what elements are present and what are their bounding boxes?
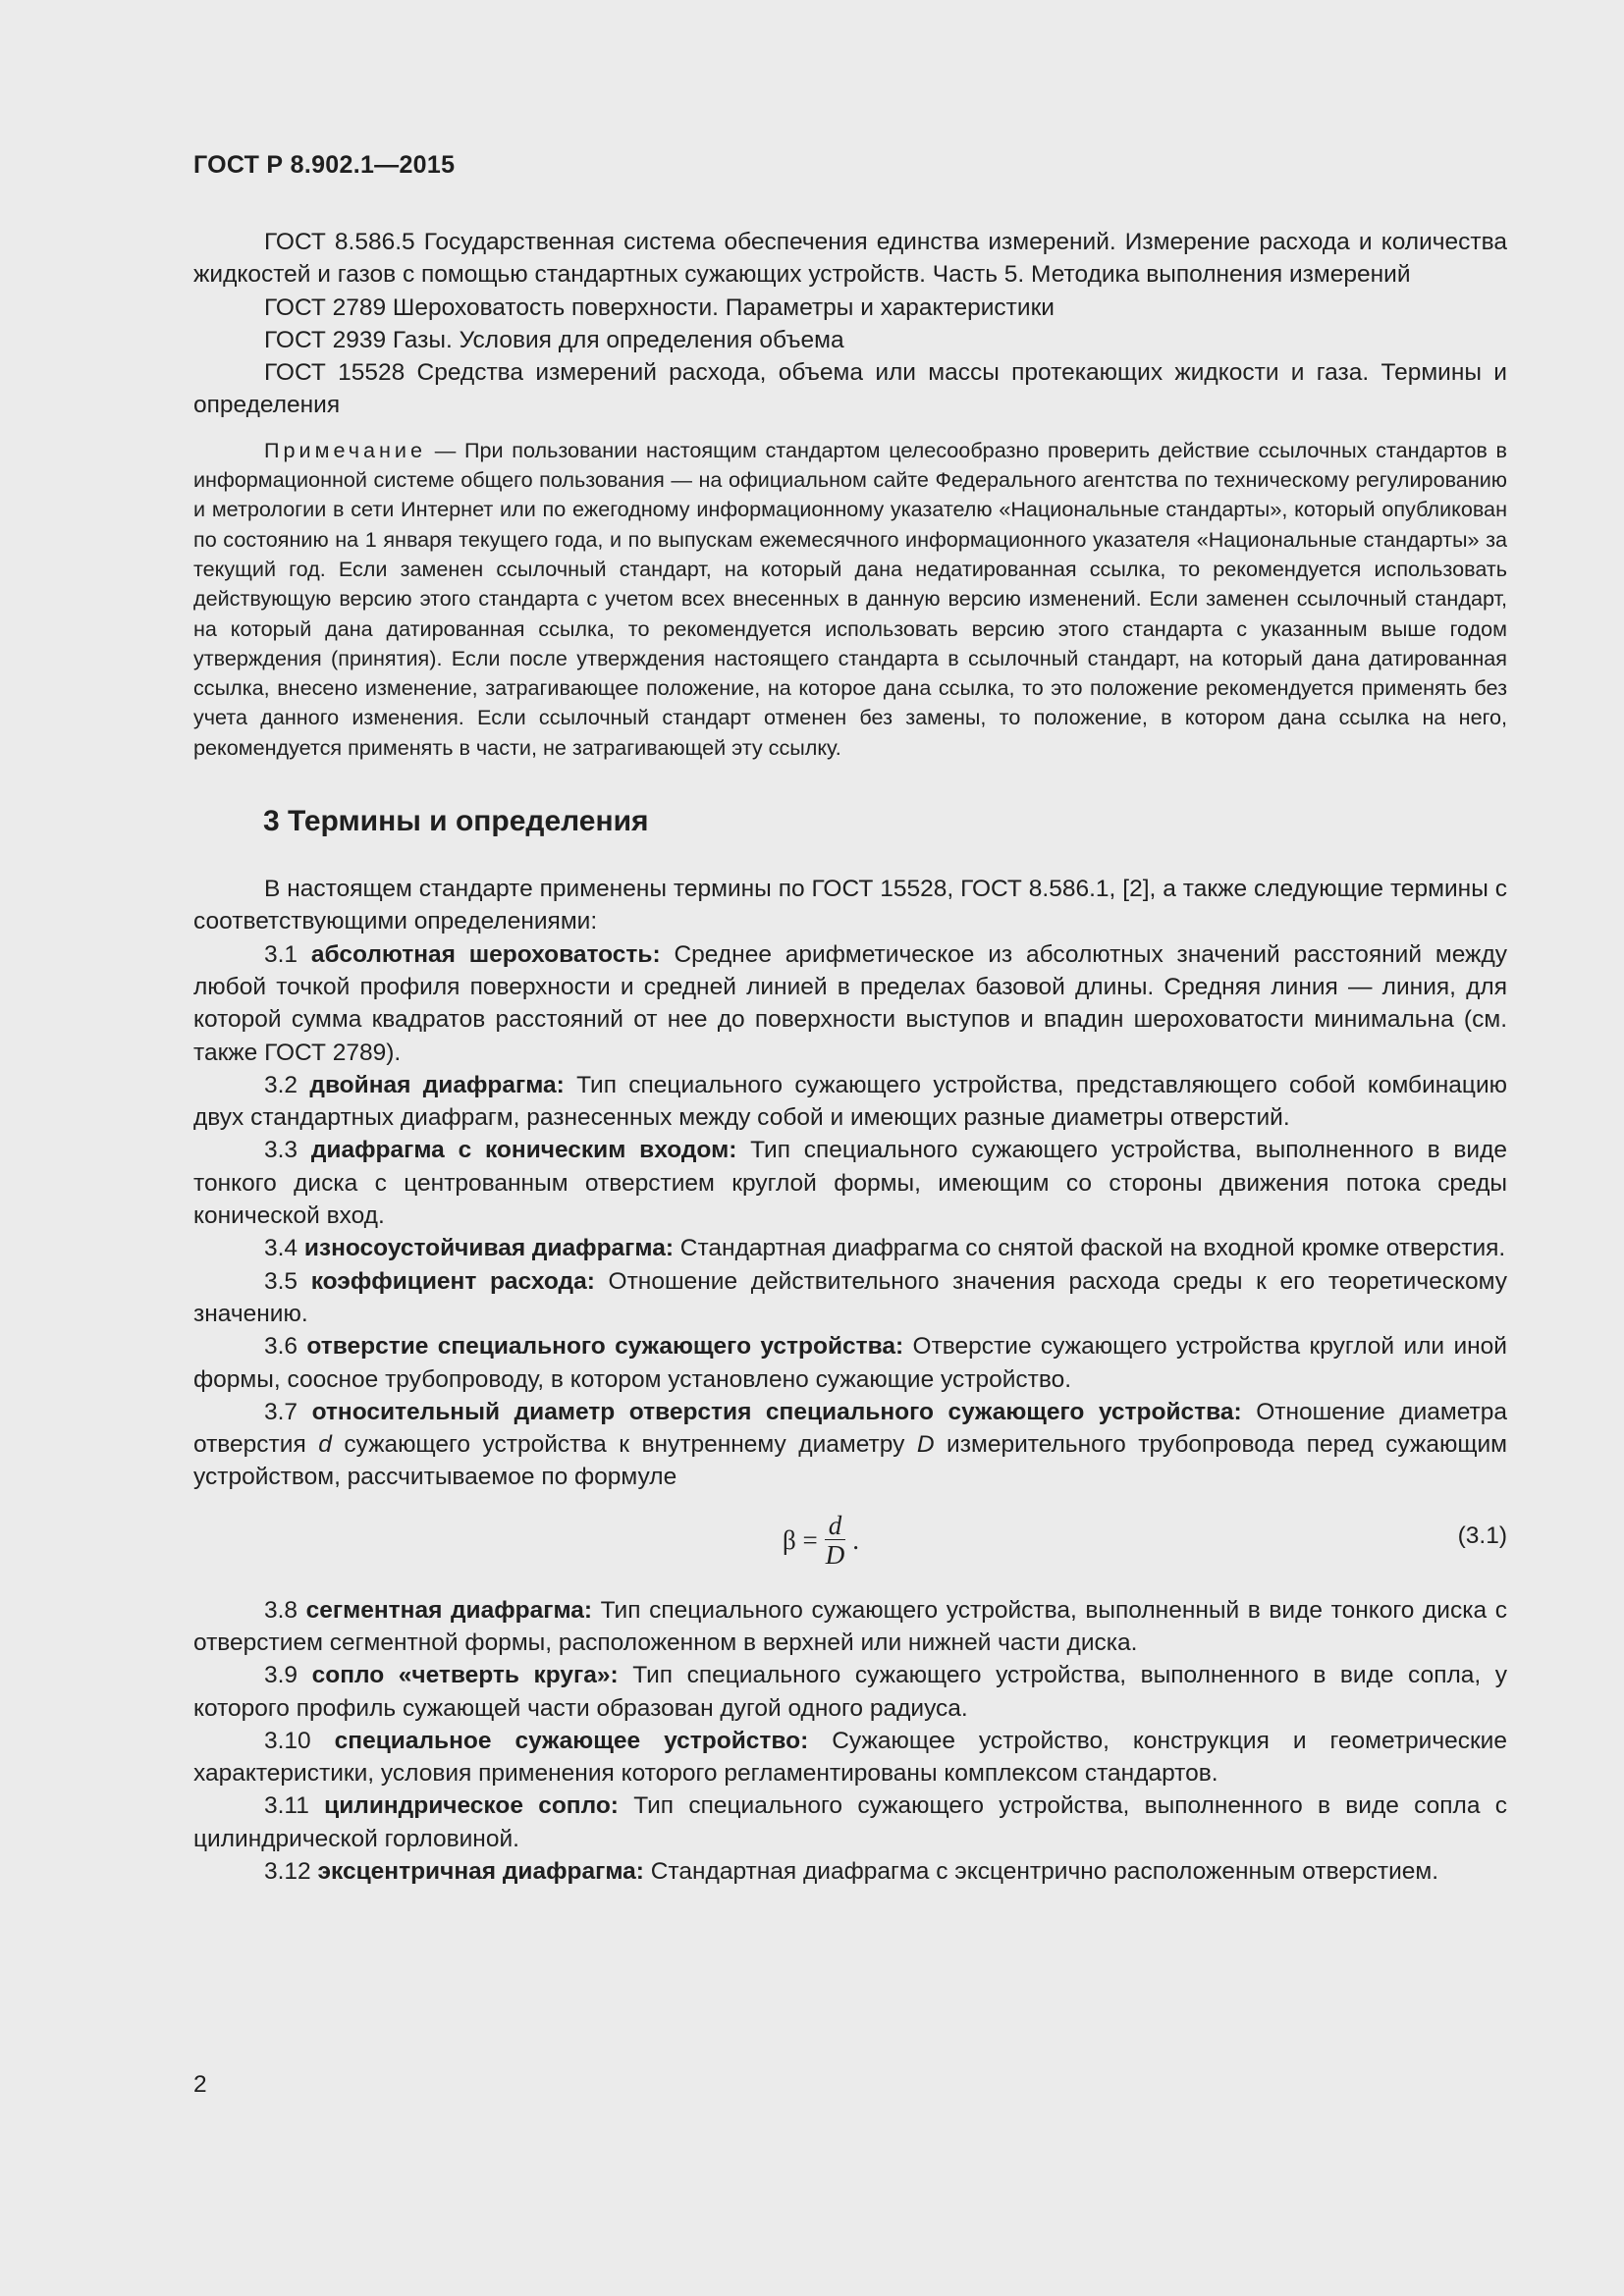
page-number: 2 — [193, 2071, 207, 2098]
term-name: сегментная диафрагма: — [305, 1596, 593, 1624]
formula-fraction — [822, 1512, 849, 1570]
term-name: специальное сужающее устройство: — [334, 1727, 809, 1754]
term-name: коэффициент расхода: — [310, 1267, 595, 1295]
variable-D: D — [916, 1431, 935, 1459]
term-name: абсолютная шероховатость: — [310, 940, 661, 968]
term-item: 3.4 износоустойчивая диафрагма: Стандартная диафрагма со снятой фаской на входной кромке отверстия. — [264, 1235, 1506, 1262]
term-item: 3.6 отверстие специального сужающего устройства: Отверстие сужающего устройства круглой или иной формы, соосное трубопроводу, в котором установлено сужающие устройство. — [193, 1333, 1507, 1393]
reference-item: ГОСТ 8.586.5 Государственная система обеспечения единства измерений. Измерение расхода и количества жидкостей и газов с помощью стандартных сужающих устройств. Часть 5. Методика выполнения измерений — [193, 229, 1507, 289]
reference-item: ГОСТ 15528 Средства измерений расхода, объема или массы протекающих жидкости и газа. Термины и определения — [193, 359, 1507, 419]
note-paragraph — [193, 436, 1507, 763]
formula-numerator: d — [825, 1512, 846, 1540]
term-name: двойная диафрагма: — [309, 1071, 565, 1098]
section-title: 3 Термины и определения — [263, 805, 649, 838]
term-item: 3.9 сопло «четверть круга»: Тип специального сужающего устройства, выполненного в виде сопла, у которого профиль сужающей части образован дугой одного радиуса. — [193, 1662, 1507, 1722]
equation-number: (3.1) — [1457, 1522, 1507, 1549]
term-name: относительный диаметр отверстия специального сужающего устройства: — [311, 1398, 1242, 1425]
section-intro: В настоящем стандарте применены термины по ГОСТ 15528, ГОСТ 8.586.1, [2], а также следующие термины с соответствующими определениями: — [193, 876, 1507, 935]
formula-lhs: β = — [783, 1524, 818, 1555]
formula — [783, 1512, 859, 1570]
reference-item: ГОСТ 2789 Шероховатость поверхности. Параметры и характеристики — [264, 294, 1055, 321]
variable-d: d — [318, 1431, 332, 1459]
term-name: отверстие специального сужающего устройства: — [306, 1333, 904, 1361]
term-name: износоустойчивая диафрагма: — [303, 1235, 674, 1262]
formula-block — [193, 1506, 1507, 1571]
term-item: 3.11 цилиндрическое сопло: Тип специального сужающего устройства, выполненного в виде сопла с цилиндрической горловиной. — [193, 1792, 1507, 1852]
term-item: 3.12 эксцентричная диафрагма: Стандартная диафрагма с эксцентрично расположенным отверстием. — [264, 1858, 1439, 1886]
reference-item: ГОСТ 2939 Газы. Условия для определения объема — [264, 326, 844, 353]
note-label: Примечание — [264, 437, 426, 462]
page-content — [193, 226, 1507, 1888]
term-name: эксцентричная диафрагма: — [317, 1858, 644, 1886]
note-text: — При пользовании настоящим стандартом целесообразно проверить действие ссылочных стандартов в информационной системе общего пользования — на официальном сайте Федерального агентства по техническому регулированию и метрологии в сети Интернет или по ежегодному информационному указателю «Национальные стандарты», который опубликован по состоянию на 1 января текущего года, и по выпускам ежемесячного информационного указателя «Национальные стандарты» за текущий год. Если заменен ссылочный стандарт, на который дана недатированная ссылка, то рекомендуется использовать действующую версию этого стандарта с учетом всех внесенных в данную версию изменений. Если заменен ссылочный стандарт, на который дана датированная ссылка, то рекомендуется использовать версию этого стандарта с указанным выше годом утверждения (принятия). Если после утверждения настоящего стандарта в ссылочный стандарт, на который дана датированная ссылка, внесено изменение, затрагивающее положение, на которое дана ссылка, то это положение рекомендуется применять без учета данного изменения. Если ссылочный стандарт отменен без замены, то положение, в котором дана ссылка на него, рекомендуется применять в части, не затрагивающей эту ссылку. — [193, 437, 1507, 760]
term-name: сопло «четверть круга»: — [311, 1662, 619, 1689]
term-item: 3.2 двойная диафрагма: Тип специального сужающего устройства, представляющего собой комбинацию двух стандартных диафрагм, разнесенных между собой и имеющих разные диаметры отверстий. — [193, 1071, 1508, 1132]
formula-denominator: D — [825, 1539, 845, 1570]
term-name: диафрагма с коническим входом: — [310, 1137, 737, 1164]
term-item: 3.3 диафрагма с коническим входом: Тип специального сужающего устройства, выполненного в виде тонкого диска с центрованным отверстием круглой формы, имеющим со стороны движения потока среды конической вход. — [193, 1137, 1508, 1230]
formula-tail: . — [852, 1524, 859, 1555]
term-name: цилиндрическое сопло: — [324, 1792, 619, 1820]
term-item: 3.8 сегментная диафрагма: Тип специального сужающего устройства, выполненный в виде тонкого диска с отверстием сегментной формы, расположенном в верхней или нижней части диска. — [193, 1596, 1507, 1656]
document-header-code: ГОСТ Р 8.902.1—2015 — [193, 151, 456, 179]
term-item: 3.1 абсолютная шероховатость: Среднее арифметическое из абсолютных значений расстояний между любой точкой профиля поверхности и средней линией в пределах базовой длины. Средняя линия — линия, для которой сумма квадратов расстояний от нее до поверхности выступов и впадин шероховатости минимальна (см. также ГОСТ 2789). — [193, 940, 1507, 1066]
term-item-3-7: 3.7 относительный диаметр отверстия специального сужающего устройства: Отношение диаметра отверстия d сужающего устройства к внутреннему диаметру D измерительного трубопровода перед сужающим устройством, рассчитываемое по формуле — [193, 1398, 1508, 1491]
term-item: 3.5 коэффициент расхода: Отношение действительного значения расхода среды к его теоретическому значению. — [193, 1267, 1508, 1327]
term-item: 3.10 специальное сужающее устройство: Сужающее устройство, конструкция и геометрические характеристики, условия применения которого регламентированы комплексом стандартов. — [193, 1727, 1507, 1788]
